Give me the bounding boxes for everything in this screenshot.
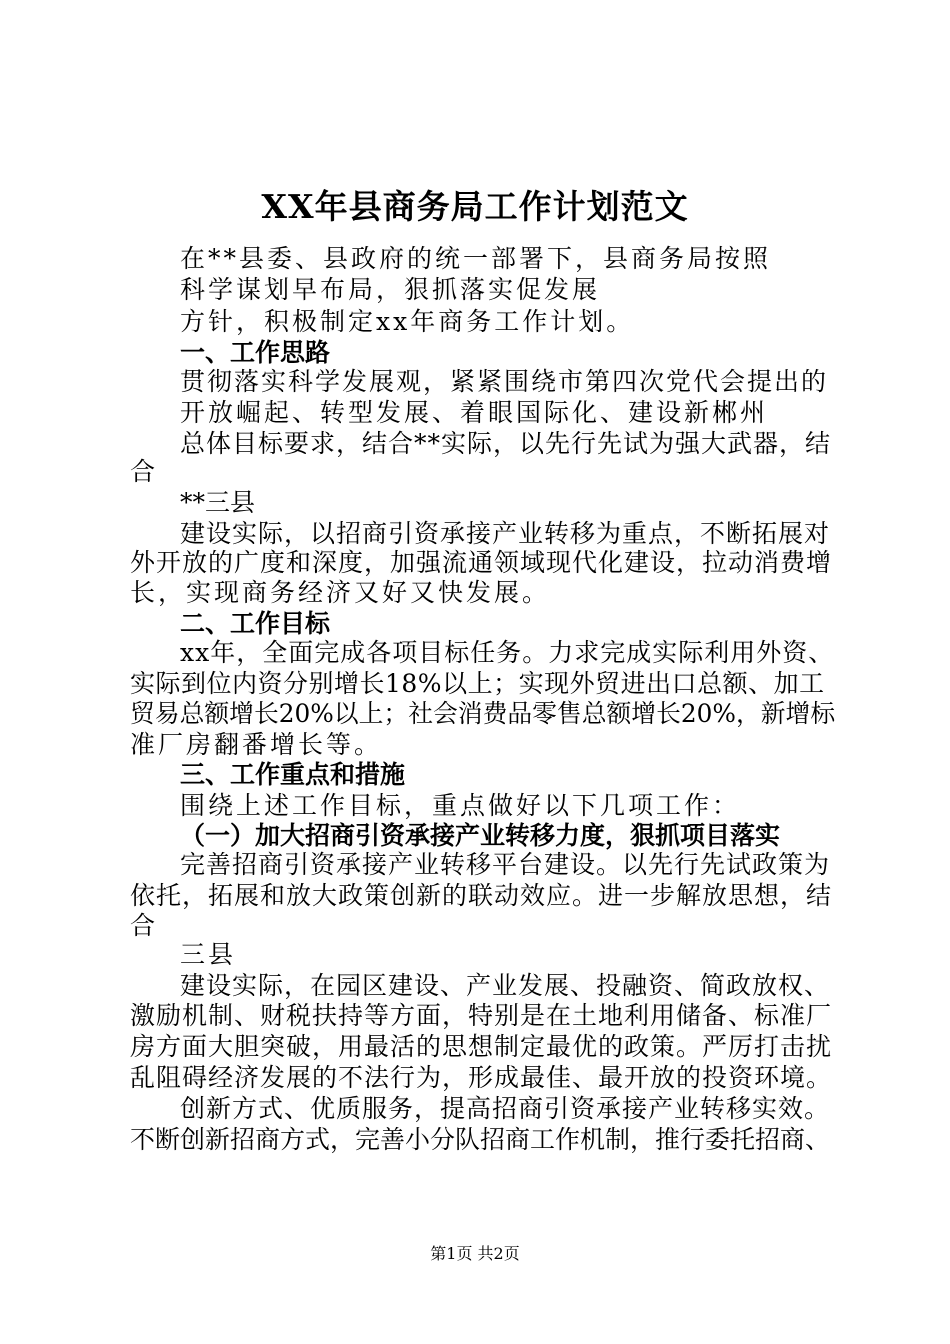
document-title: XX年县商务局工作计划范文: [261, 187, 689, 226]
paragraph-line: 围绕上述工作目标，重点做好以下几项工作：: [180, 791, 741, 820]
paragraph-line: 科学谋划早布局，狠抓落实促发展: [180, 275, 601, 304]
paragraph-line: 方针，积极制定xx年商务工作计划。: [180, 307, 635, 336]
paragraph-line: 不断创新招商方式，完善小分队招商工作机制，推行委托招商、: [130, 1125, 831, 1154]
paragraph-line: 完善招商引资承接产业转移平台建设。以先行先试政策为: [180, 850, 831, 879]
paragraph-line: 长，实现商务经济又好又快发展。: [130, 578, 551, 607]
paragraph-line: 激励机制、财税扶持等方面，特别是在土地利用储备、标准厂: [130, 1001, 833, 1030]
paragraph-line: xx年，全面完成各项目标任务。力求完成实际利用外资、: [180, 638, 835, 667]
page-footer: 第1页 共2页: [430, 1244, 520, 1263]
paragraph-line: 总体目标要求，结合**实际，以先行先试为强大武器，结: [180, 429, 832, 458]
paragraph-line: 乱阻碍经济发展的不法行为，形成最佳、最开放的投资环境。: [130, 1063, 833, 1092]
subsection-heading: （一）加大招商引资承接产业转移力度，狠抓项目落实: [180, 821, 781, 850]
paragraph-line: 合: [130, 911, 156, 940]
paragraph-line: **三县: [180, 488, 256, 517]
section-heading: 三、工作重点和措施: [180, 760, 406, 789]
paragraph-line: 贸易总额增长20%以上；社会消费品零售总额增长20%，新增标: [130, 699, 836, 728]
section-heading: 一、工作思路: [180, 338, 331, 367]
paragraph-line: 在**县委、县政府的统一部署下，县商务局按照: [180, 244, 772, 273]
paragraph-line: 三县: [180, 940, 237, 969]
paragraph-line: 外开放的广度和深度，加强流通领域现代化建设，拉动消费增: [130, 548, 833, 577]
paragraph-line: 建设实际，以招商引资承接产业转移为重点，不断拓展对: [180, 519, 831, 548]
paragraph-line: 开放崛起、转型发展、着眼国际化、建设新郴州: [180, 398, 769, 427]
paragraph-line: 合: [130, 457, 156, 486]
paragraph-line: 实际到位内资分别增长18%以上；实现外贸进出口总额、加工: [130, 669, 825, 698]
paragraph-line: 依托，拓展和放大政策创新的联动效应。进一步解放思想，结: [130, 881, 833, 910]
section-heading: 二、工作目标: [180, 609, 331, 638]
paragraph-line: 房方面大胆突破，用最活的思想制定最优的政策。严厉打击扰: [130, 1032, 833, 1061]
paragraph-line: 贯彻落实科学发展观，紧紧围绕市第四次党代会提出的: [180, 367, 829, 396]
paragraph-line: 创新方式、优质服务，提高招商引资承接产业转移实效。: [180, 1094, 831, 1123]
paragraph-line: 建设实际，在园区建设、产业发展、投融资、简政放权、: [180, 971, 831, 1000]
paragraph-line: 准厂房翻番增长等。: [130, 730, 383, 759]
